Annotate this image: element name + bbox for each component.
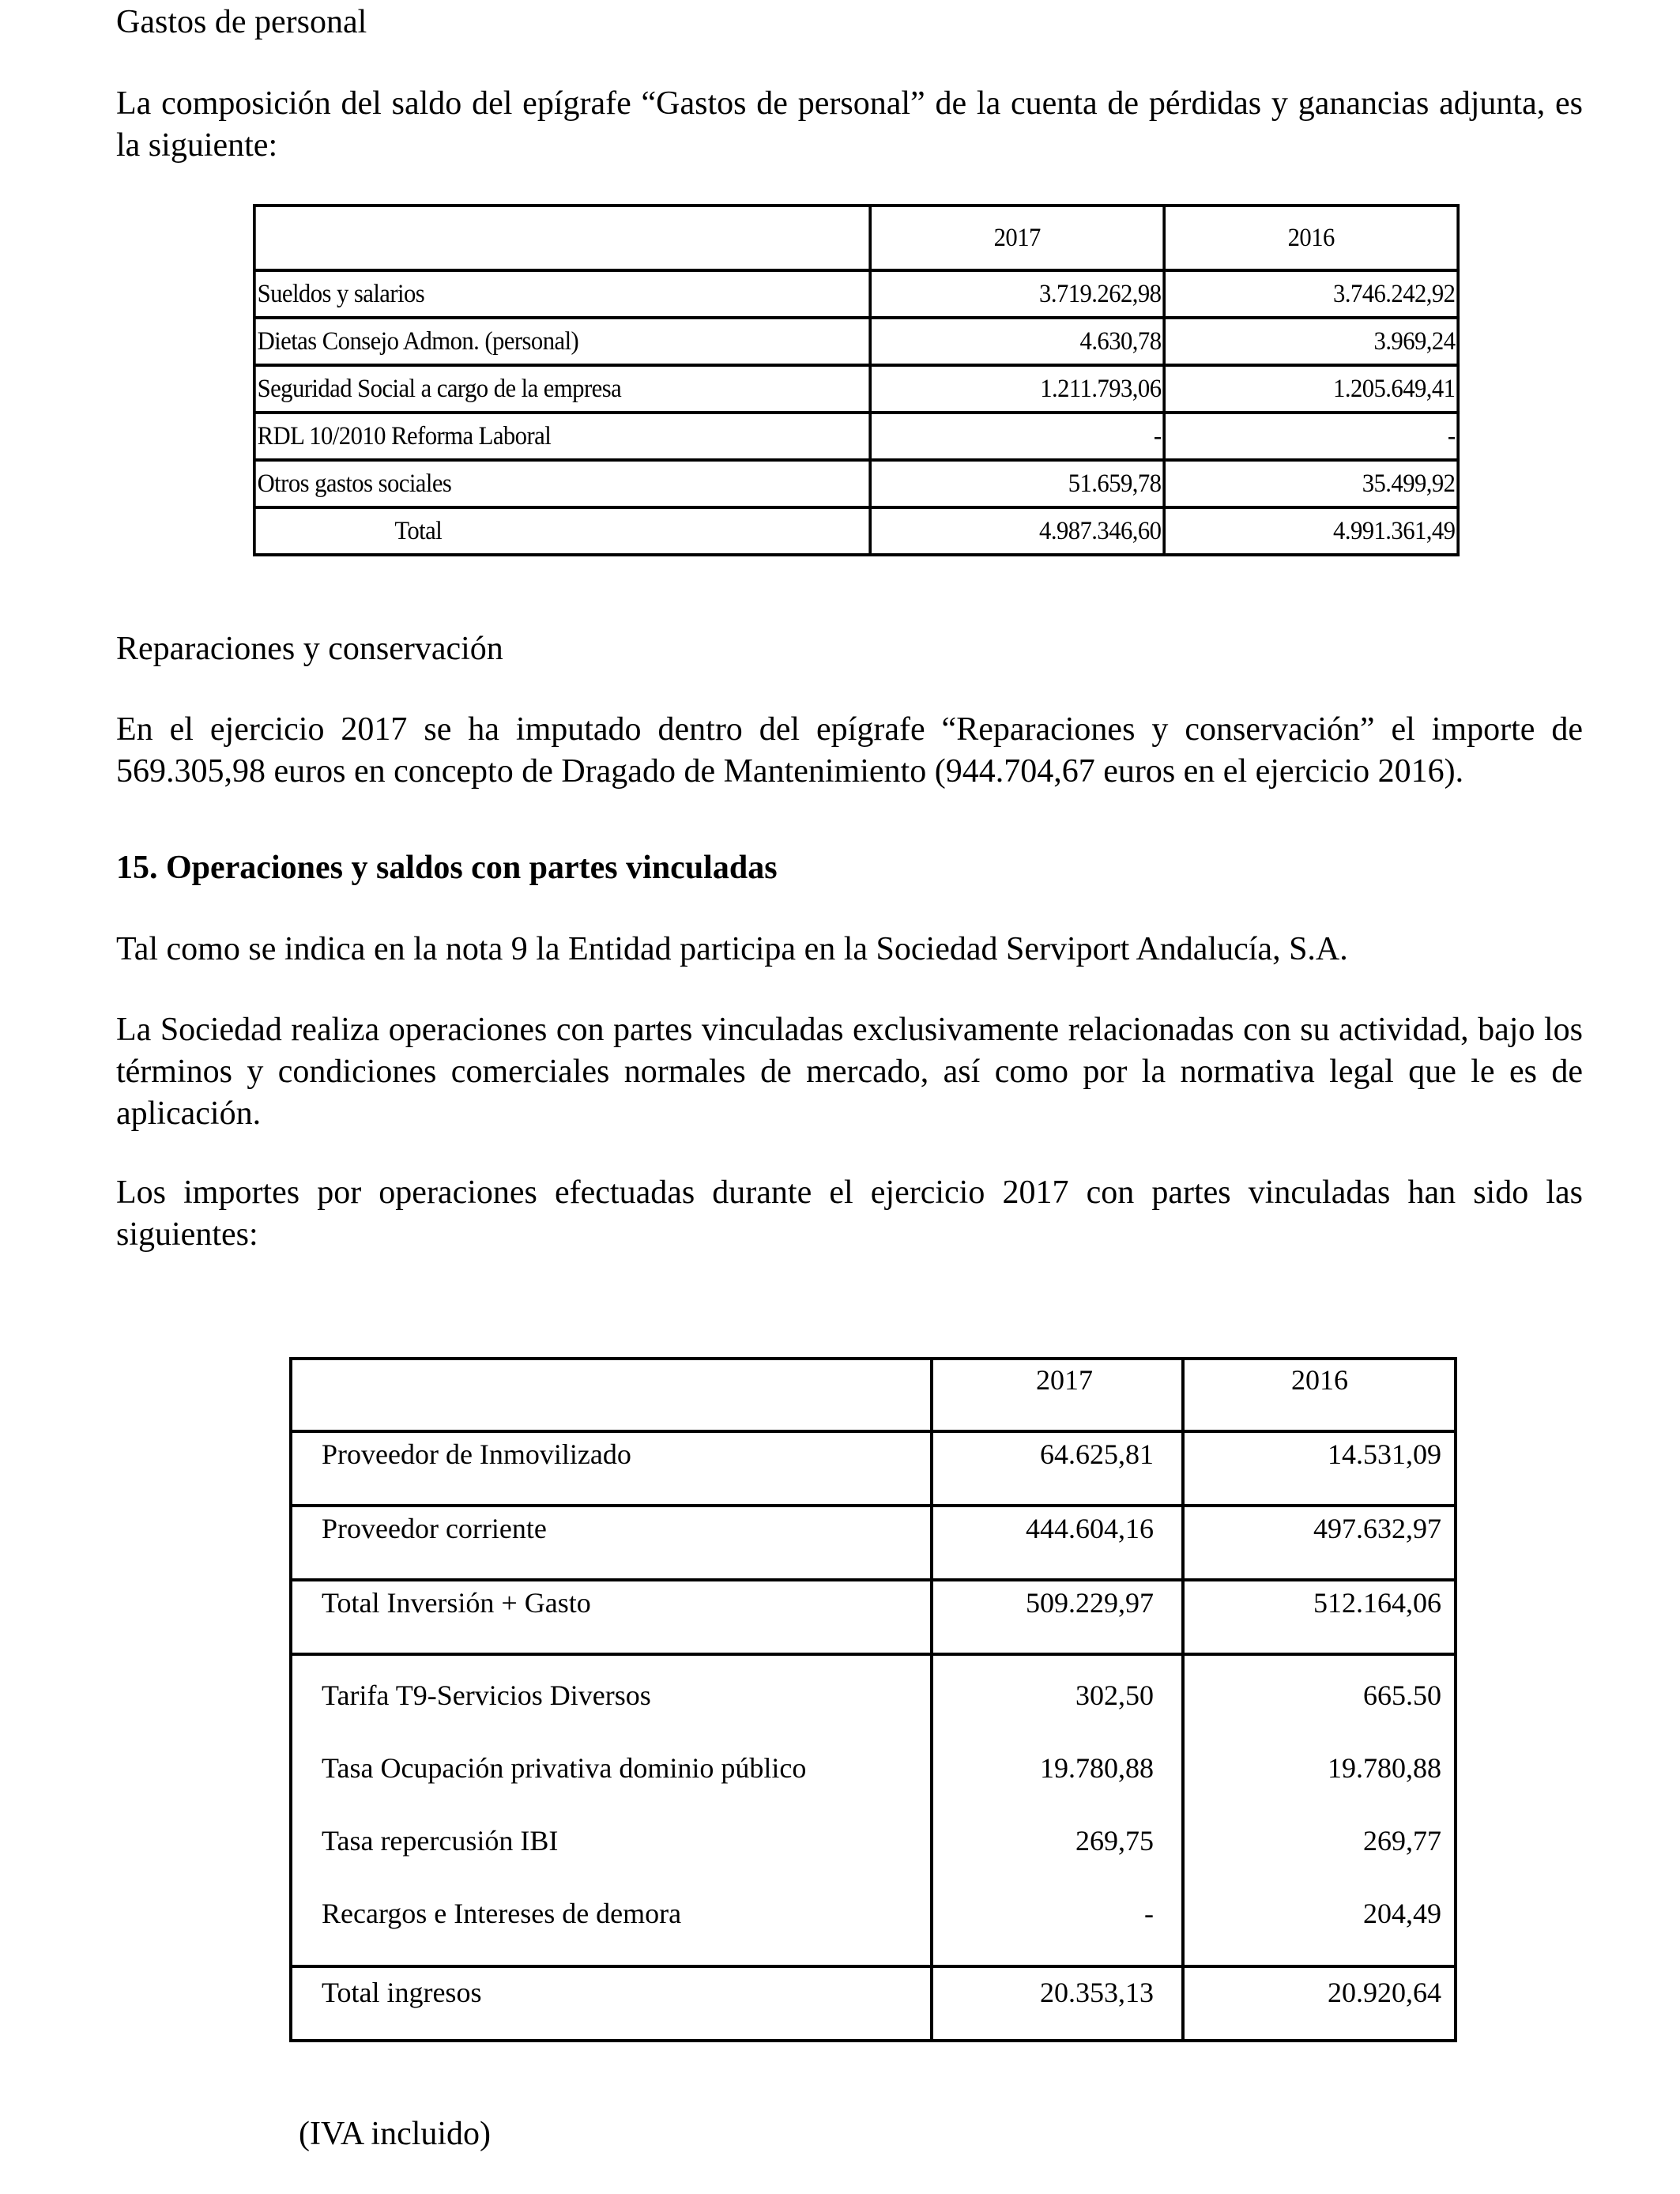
value-2016: 3.746.242,92 <box>1164 270 1458 318</box>
table-header-row <box>291 1359 1456 1431</box>
value-2016: 512.164,06 <box>1183 1580 1456 1654</box>
value-2017: - <box>1144 1898 1154 1929</box>
row-label: Tasa Ocupación privativa dominio público <box>322 1752 807 1784</box>
row-label: Total Inversión + Gasto <box>291 1580 932 1654</box>
row-label: Tasa repercusión IBI <box>322 1825 559 1857</box>
table-total-row <box>254 507 1458 555</box>
value-2017: 4.630,78 <box>870 318 1164 365</box>
value-2017: 302,50 <box>1075 1679 1154 1711</box>
section-15-paragraph-1: Tal como se indica en la nota 9 la Entidad participa en la Sociedad Serviport Andalucía, S.A. <box>116 931 1348 967</box>
total-2017: 20.353,13 <box>932 1966 1183 2041</box>
row-label: Seguridad Social a cargo de la empresa <box>254 365 870 413</box>
value-2017: 19.780,88 <box>1040 1752 1154 1784</box>
value-2017: 269,75 <box>1075 1825 1154 1857</box>
partes-vinculadas-table <box>289 1357 1457 2042</box>
header-cell-2017: 2017 <box>870 205 1164 270</box>
total-2017: 4.987.346,60 <box>870 507 1164 555</box>
income-values-2017 <box>932 1654 1183 1966</box>
value-2017: 3.719.262,98 <box>870 270 1164 318</box>
value-2017: 1.211.793,06 <box>870 365 1164 413</box>
value-2016: 497.632,97 <box>1183 1506 1456 1580</box>
table-row <box>254 365 1458 413</box>
gastos-intro-paragraph: La composición del saldo del epígrafe “Gastos de personal” de la cuenta de pérdidas y ganancias adjunta, es la siguiente: <box>116 85 1583 164</box>
table-row <box>291 1580 1456 1654</box>
section-15-heading: 15. Operaciones y saldos con partes vinculadas <box>116 850 778 886</box>
gastos-personal-table <box>253 204 1460 556</box>
table-total-row <box>291 1966 1456 2041</box>
reparaciones-paragraph: En el ejercicio 2017 se ha imputado dentro del epígrafe “Reparaciones y conservación” el importe de 569.305,98 euros en concepto de Dragado de Mantenimiento (944.704,67 euros en el ejercicio 2016). <box>116 711 1583 790</box>
value-2017: 64.625,81 <box>932 1431 1183 1506</box>
value-2016: 665.50 <box>1363 1679 1441 1711</box>
row-label: Recargos e Intereses de demora <box>322 1898 682 1929</box>
reparaciones-heading: Reparaciones y conservación <box>116 631 503 667</box>
value-2017: 51.659,78 <box>870 460 1164 507</box>
total-label-text: Total <box>394 516 443 545</box>
table-row <box>254 270 1458 318</box>
income-labels <box>291 1654 932 1966</box>
total-2016: 20.920,64 <box>1183 1966 1456 2041</box>
header-cell <box>291 1359 932 1431</box>
row-label: RDL 10/2010 Reforma Laboral <box>254 413 870 460</box>
value-2017: 509.229,97 <box>932 1580 1183 1654</box>
total-label: Total ingresos <box>291 1966 932 2041</box>
income-rows-group <box>291 1654 1456 1966</box>
row-label: Sueldos y salarios <box>254 270 870 318</box>
row-label: Otros gastos sociales <box>254 460 870 507</box>
value-2016: 35.499,92 <box>1164 460 1458 507</box>
value-2016: 14.531,09 <box>1183 1431 1456 1506</box>
header-cell-2016: 2016 <box>1164 205 1458 270</box>
section-15-paragraph-3: Los importes por operaciones efectuadas durante el ejercicio 2017 con partes vinculadas han sido las siguientes: <box>116 1174 1583 1253</box>
table-row <box>291 1506 1456 1580</box>
table-header-row <box>254 205 1458 270</box>
row-label: Dietas Consejo Admon. (personal) <box>254 318 870 365</box>
row-label: Proveedor de Inmovilizado <box>291 1431 932 1506</box>
table-row <box>254 318 1458 365</box>
header-cell <box>254 205 870 270</box>
section-15-paragraph-2: La Sociedad realiza operaciones con partes vinculadas exclusivamente relacionadas con su actividad, bajo los términos y condiciones comerciales normales de mercado, así como por la normativa legal que le es de aplicación. <box>116 1012 1583 1132</box>
total-label <box>254 507 870 555</box>
header-cell-2016: 2016 <box>1183 1359 1456 1431</box>
table-row <box>254 460 1458 507</box>
value-2016: 1.205.649,41 <box>1164 365 1458 413</box>
total-2016: 4.991.361,49 <box>1164 507 1458 555</box>
gastos-heading: Gastos de personal <box>116 4 367 40</box>
iva-note: (IVA incluido) <box>299 2116 492 2152</box>
value-2016: 3.969,24 <box>1164 318 1458 365</box>
row-label: Tarifa T9-Servicios Diversos <box>322 1679 651 1711</box>
value-2016: 204,49 <box>1363 1898 1441 1929</box>
value-2017: - <box>870 413 1164 460</box>
table-row <box>254 413 1458 460</box>
value-2016: 269,77 <box>1363 1825 1441 1857</box>
value-2016: - <box>1164 413 1458 460</box>
row-label: Proveedor corriente <box>291 1506 932 1580</box>
value-2016: 19.780,88 <box>1328 1752 1441 1784</box>
value-2017: 444.604,16 <box>932 1506 1183 1580</box>
table-row <box>291 1431 1456 1506</box>
income-values-2016 <box>1183 1654 1456 1966</box>
header-cell-2017: 2017 <box>932 1359 1183 1431</box>
